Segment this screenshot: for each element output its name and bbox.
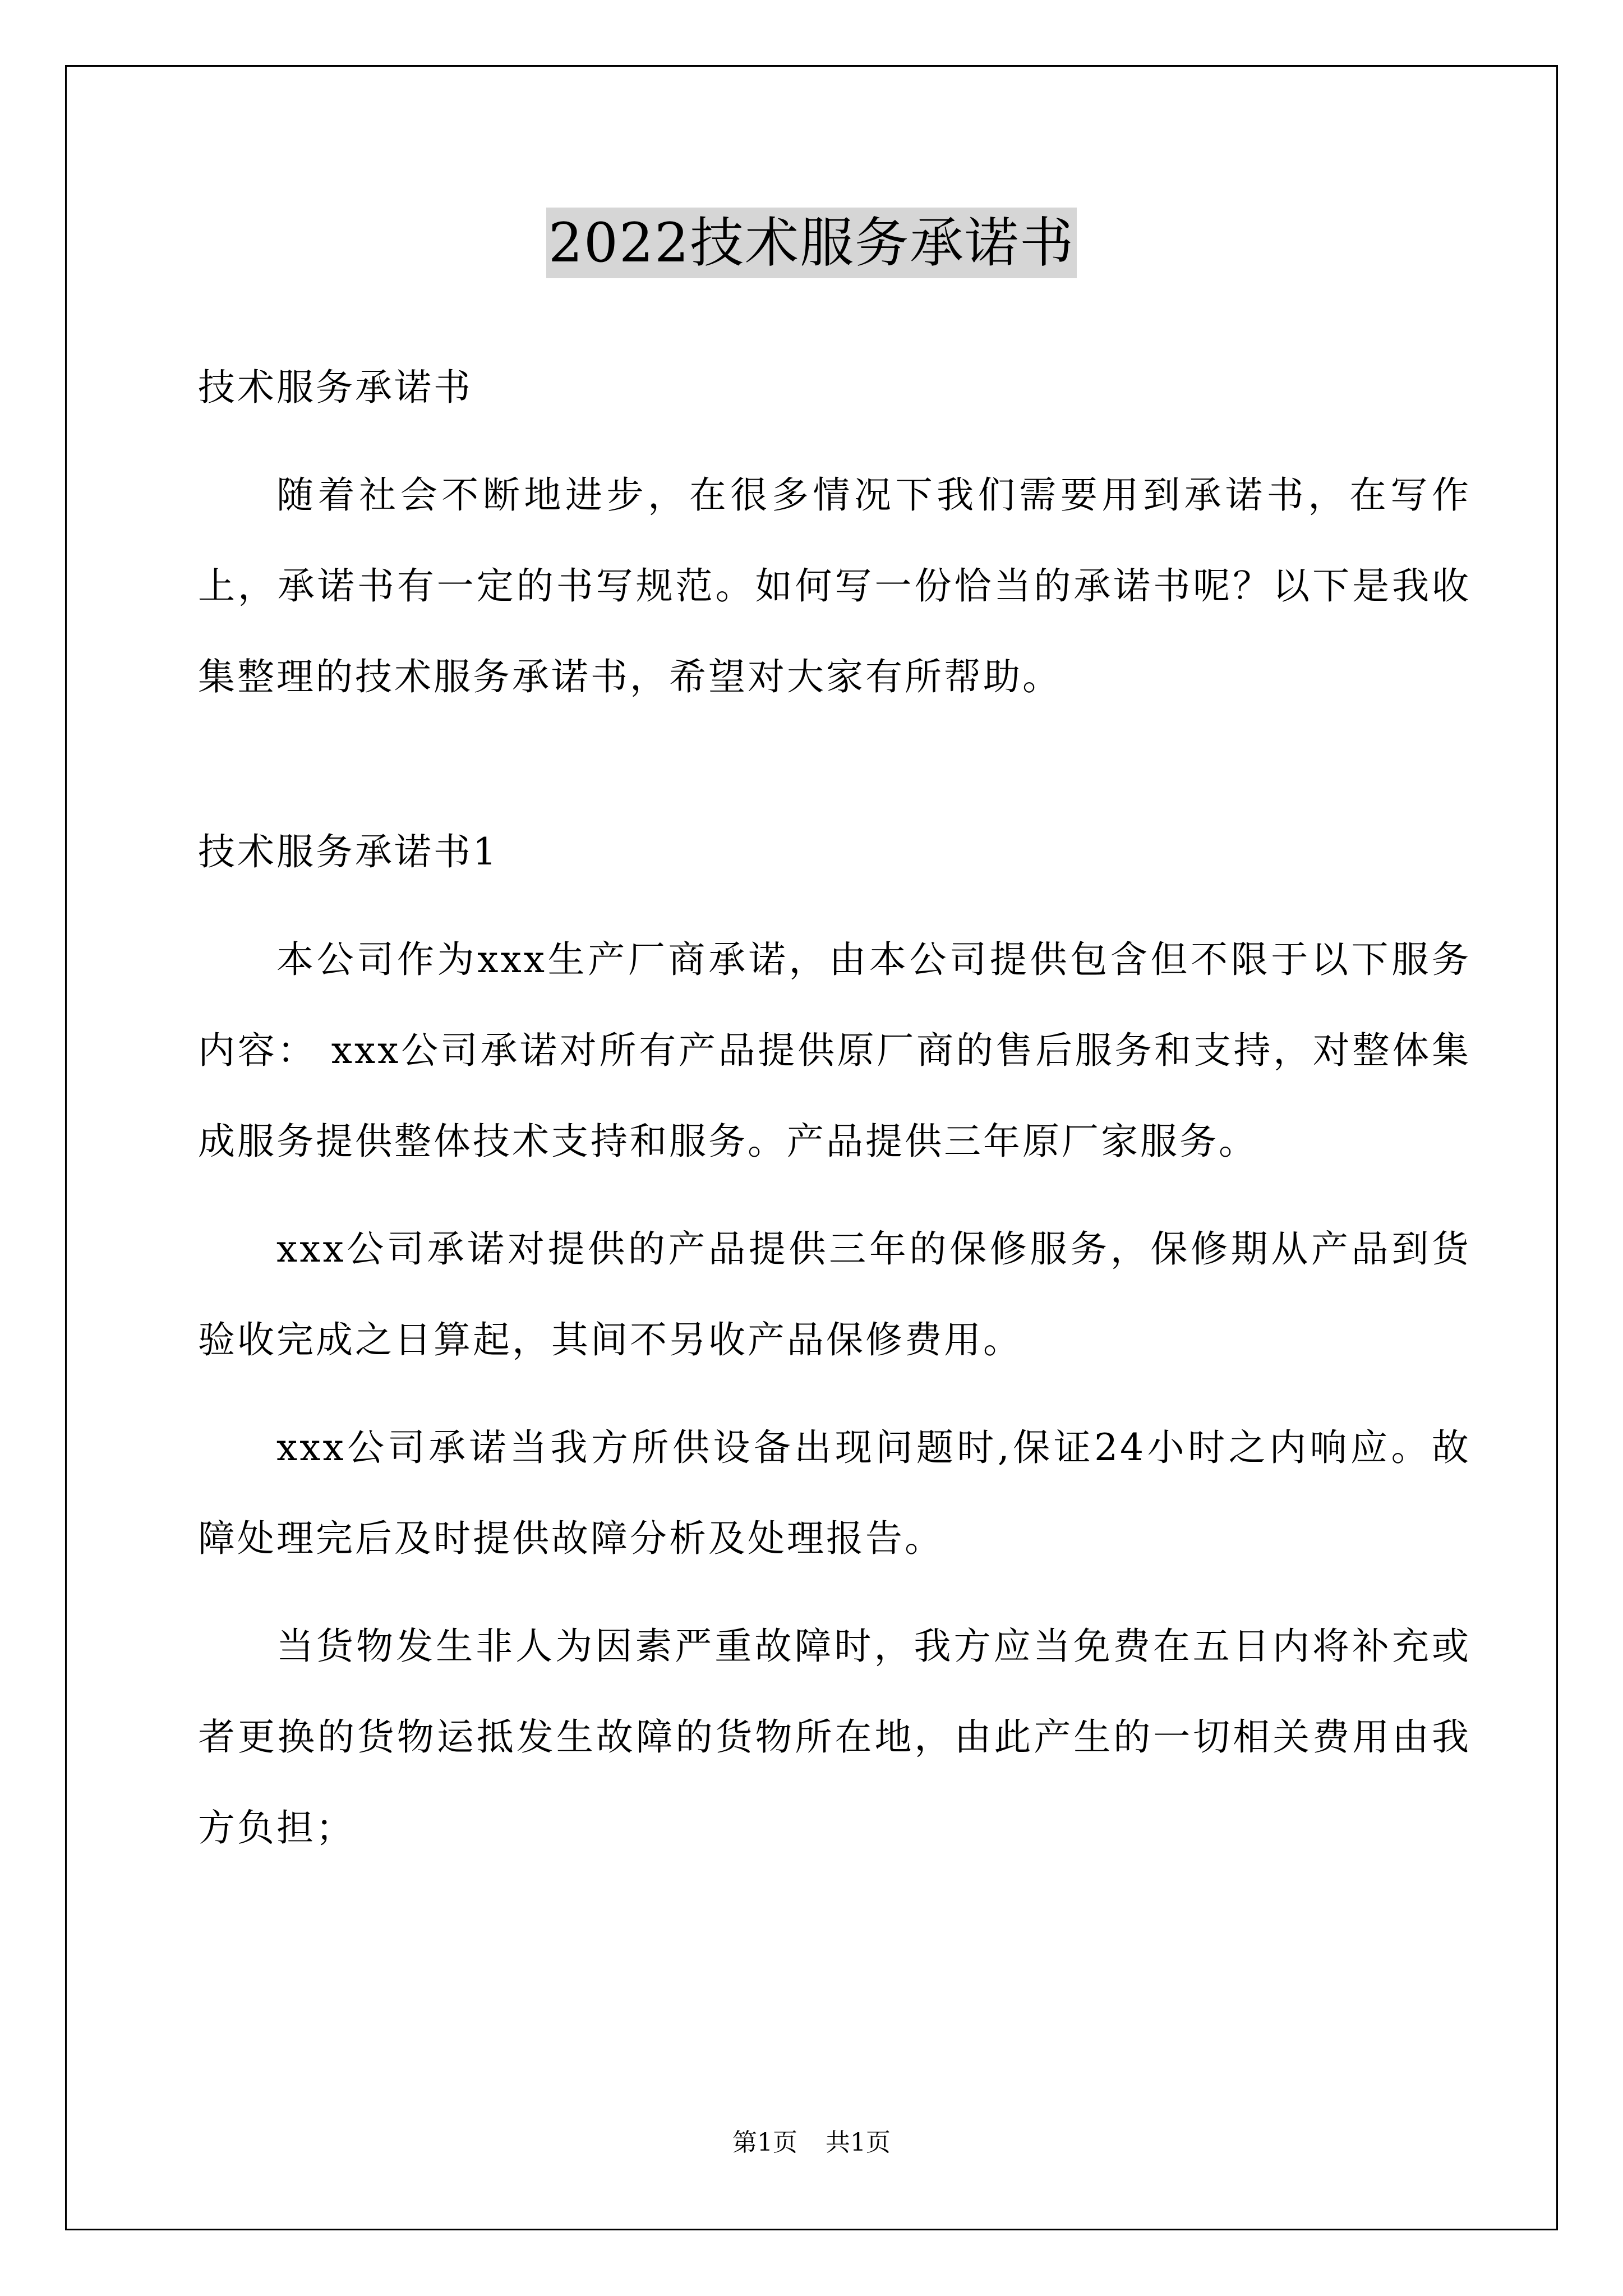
page-footer (0, 2126, 1623, 2160)
paragraph-4: 当货物发生非人为因素严重故障时，我方应当免费在五日内将补充或者更换的货物运抵发生故障的货物所在地，由此产生的一切相关费用由我方负担； (198, 1625, 1471, 1849)
spacer (198, 898, 1471, 914)
paragraph-2: xxx公司承诺对提供的产品提供三年的保修服务，保修期从产品到货验收完成之日算起，其间不另收产品保修费用。 (198, 1227, 1471, 1361)
paragraph-3: xxx公司承诺当我方所供设备出现问题时,保证24小时之内响应。故障处理完后及时提供故障分析及处理报告。 (198, 1426, 1471, 1560)
paragraph-1: 本公司作为xxx生产厂商承诺，由本公司提供包含但不限于以下服务内容： xxx公司承诺对所有产品提供原厂商的售后服务和支持，对整体集成服务提供整体技术支持和服务。产品提供三年原厂家服务。 (198, 938, 1471, 1163)
document-title: 2022技术服务承诺书 (546, 208, 1077, 278)
spacer (198, 723, 1471, 807)
title-container (0, 208, 1623, 278)
intro-heading: 技术服务承诺书 (198, 366, 473, 409)
spacer (198, 433, 1471, 450)
spacer (198, 1584, 1471, 1601)
section1-heading: 技术服务承诺书1 (198, 830, 499, 873)
page-total: 共1页 (826, 2128, 891, 2157)
intro-paragraph: 随着社会不断地进步，在很多情况下我们需要用到承诺书，在写作上，承诺书有一定的书写规范。如何写一份恰当的承诺书呢？以下是我收集整理的技术服务承诺书，希望对大家有所帮助。 (198, 473, 1471, 698)
page-number: 第1页 (732, 2128, 797, 2157)
spacer (198, 1187, 1471, 1204)
spacer (198, 1386, 1471, 1402)
document-body (198, 342, 1471, 1874)
